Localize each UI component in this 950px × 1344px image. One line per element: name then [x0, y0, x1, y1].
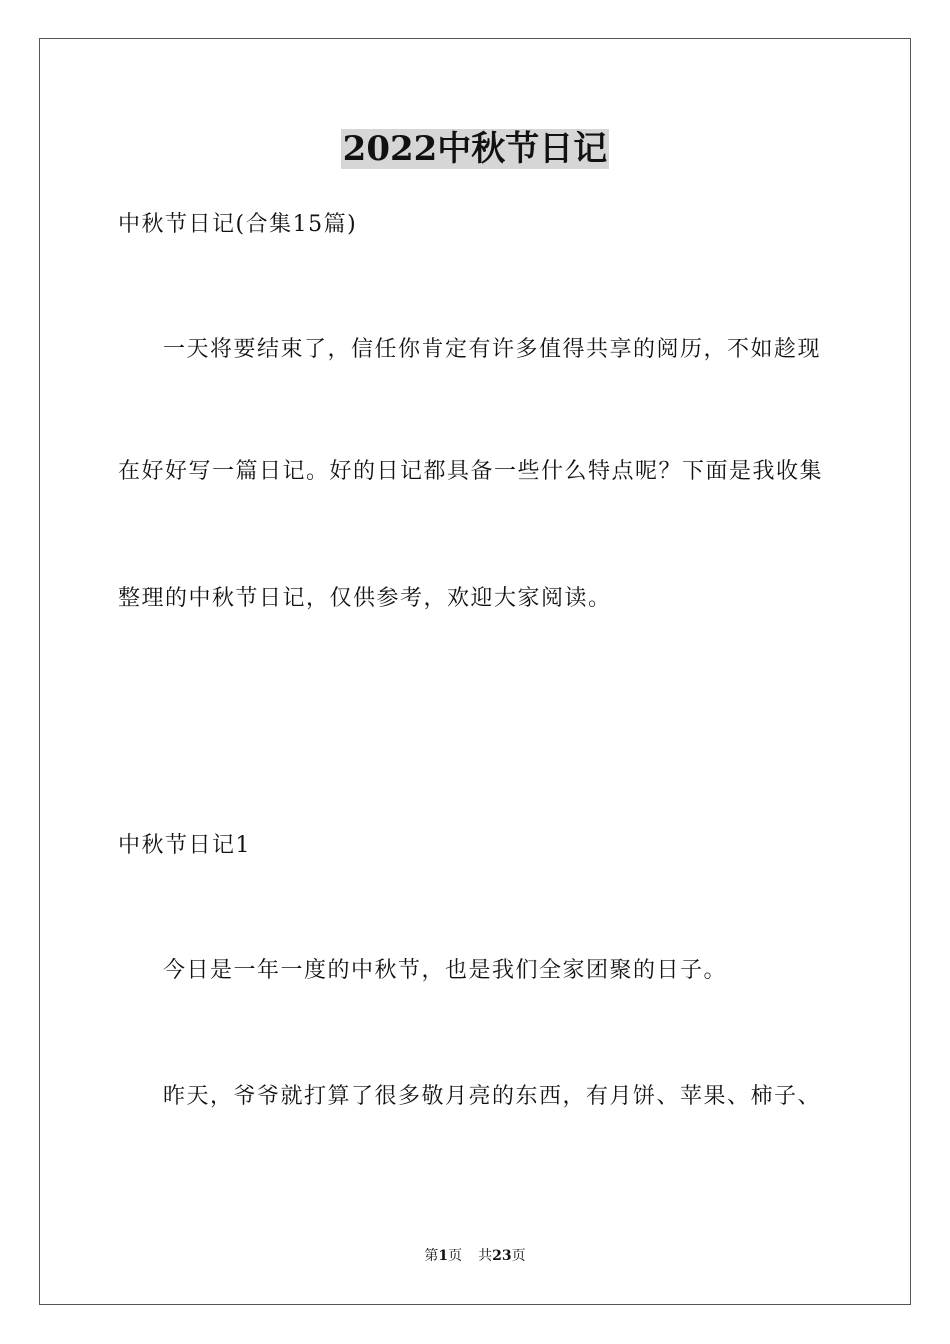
intro-line-3: 整理的中秋节日记，仅供参考，欢迎大家阅读。	[118, 586, 612, 611]
footer-total-pages: 23	[492, 1248, 512, 1264]
document-subtitle: 中秋节日记(合集15篇)	[118, 212, 358, 237]
footer-page-suffix: 页	[448, 1248, 463, 1264]
intro-line-1: 一天将要结束了，信任你肯定有许多值得共享的阅历，不如趁现	[163, 337, 822, 362]
document-title	[0, 128, 950, 170]
section-paragraph-2: 昨天，爷爷就打算了很多敬月亮的东西，有月饼、苹果、柿子、	[163, 1084, 822, 1109]
footer-total-suffix: 页	[511, 1248, 526, 1264]
intro-line-2: 在好好写一篇日记。好的日记都具备一些什么特点呢？下面是我收集	[118, 459, 824, 484]
footer-total-prefix: 共	[478, 1248, 493, 1264]
section-paragraph-1: 今日是一年一度的中秋节，也是我们全家团聚的日子。	[163, 958, 728, 983]
footer-page-number: 1	[438, 1248, 449, 1264]
page-footer	[0, 1247, 950, 1265]
section-heading: 中秋节日记1	[118, 833, 251, 858]
footer-page-prefix: 第	[424, 1248, 439, 1264]
document-title-text: 2022中秋节日记	[342, 129, 608, 169]
